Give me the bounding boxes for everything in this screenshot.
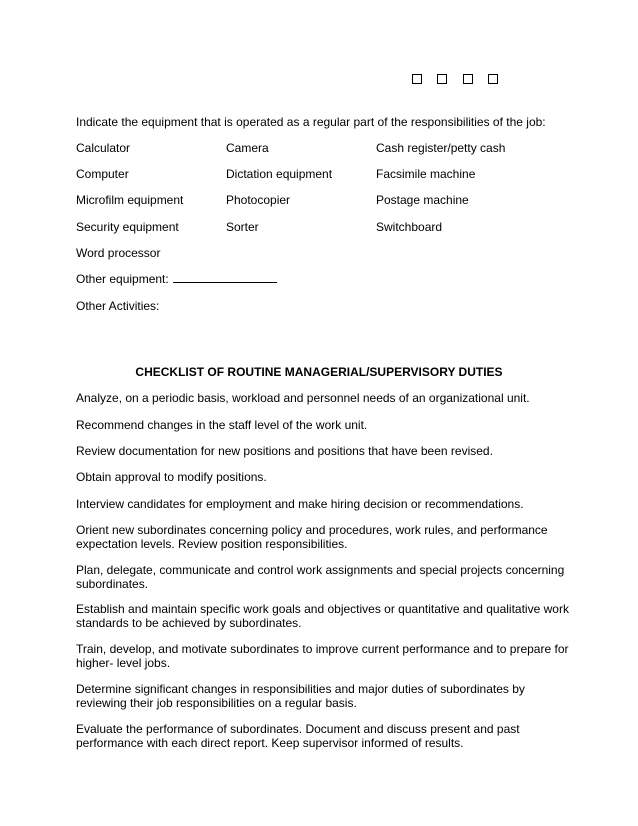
duty-item: Evaluate the performance of subordinates. Document and discuss present and past performance with each direct report. Keep supervisor informed of results. bbox=[76, 722, 520, 750]
duty-item: Interview candidates for employment and make hiring decision or recommendations. bbox=[76, 497, 524, 511]
equipment-item-postage: Postage machine bbox=[376, 193, 469, 207]
checkbox[interactable] bbox=[488, 74, 498, 84]
duty-item: Obtain approval to modify positions. bbox=[76, 470, 267, 484]
duty-item: Analyze, on a periodic basis, workload and personnel needs of an organizational unit. bbox=[76, 391, 530, 405]
other-equipment-field[interactable] bbox=[173, 272, 277, 283]
equipment-item-microfilm: Microfilm equipment bbox=[76, 193, 184, 207]
checkbox[interactable] bbox=[463, 74, 473, 84]
checkbox[interactable] bbox=[437, 74, 447, 84]
other-equipment-row bbox=[76, 272, 277, 286]
checklist-title: CHECKLIST OF ROUTINE MANAGERIAL/SUPERVISORY DUTIES bbox=[135, 365, 503, 379]
equipment-item-computer: Computer bbox=[76, 167, 129, 181]
equipment-item-dictation: Dictation equipment bbox=[226, 167, 333, 181]
equipment-item-photocopier: Photocopier bbox=[226, 193, 291, 207]
equipment-item-switchboard: Switchboard bbox=[376, 220, 443, 234]
equipment-item-facsimile: Facsimile machine bbox=[376, 167, 476, 181]
equipment-item-word-processor: Word processor bbox=[76, 246, 161, 260]
duty-item: Plan, delegate, communicate and control work assignments and special projects concerning subordinates. bbox=[76, 563, 565, 591]
equipment-item-camera: Camera bbox=[226, 141, 269, 155]
duty-item: Recommend changes in the staff level of the work unit. bbox=[76, 418, 368, 432]
equipment-item-security: Security equipment bbox=[76, 220, 179, 234]
duty-item: Establish and maintain specific work goals and objectives or quantitative and qualitative work standards to be achieved by subordinates. bbox=[76, 602, 569, 630]
equipment-item-sorter: Sorter bbox=[226, 220, 259, 234]
duty-item: Review documentation for new positions and positions that have been revised. bbox=[76, 444, 493, 458]
duty-item: Orient new subordinates concerning policy and procedures, work rules, and performance expectation levels. Review position responsibilities. bbox=[76, 523, 548, 551]
checkbox[interactable] bbox=[412, 74, 422, 84]
duty-item: Determine significant changes in responsibilities and major duties of subordinates by reviewing their job responsibilities on a regular basis. bbox=[76, 682, 525, 710]
other-equipment-label: Other equipment: bbox=[76, 272, 169, 286]
equipment-item-cash-register: Cash register/petty cash bbox=[376, 141, 506, 155]
equipment-item-calculator: Calculator bbox=[76, 141, 131, 155]
other-activities-label: Other Activities: bbox=[76, 299, 160, 313]
duty-item: Train, develop, and motivate subordinates to improve current performance and to prepare for higher- level jobs. bbox=[76, 642, 569, 670]
equipment-intro: Indicate the equipment that is operated as a regular part of the responsibilities of the job: bbox=[76, 115, 546, 129]
